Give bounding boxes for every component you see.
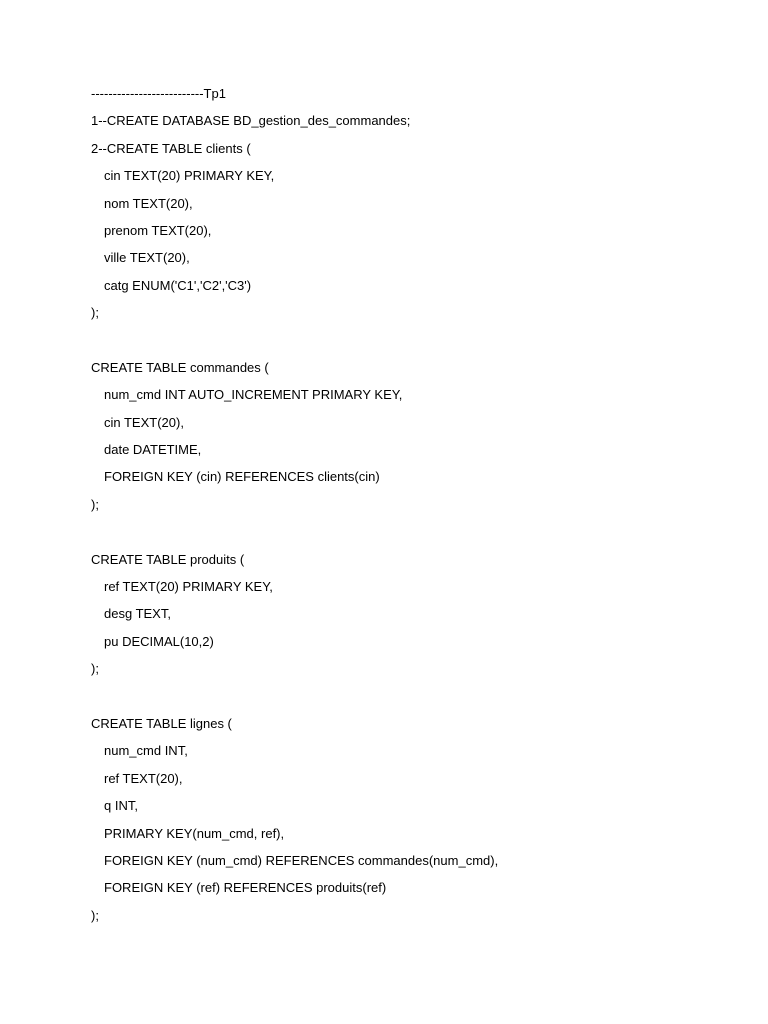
code-line: date DATETIME, [104, 442, 202, 458]
code-line: ); [91, 661, 99, 677]
code-line: catg ENUM('C1','C2','C3') [104, 277, 252, 293]
create-table-produits-line: CREATE TABLE produits ( [91, 551, 245, 567]
blank-line [91, 687, 731, 714]
code-line: ref TEXT(20) PRIMARY KEY, [104, 579, 273, 595]
code-line: desg TEXT, [104, 606, 171, 622]
blank-line [91, 331, 731, 358]
code-line: ); [91, 907, 99, 923]
code-line: FOREIGN KEY (ref) REFERENCES produits(ref) [104, 880, 387, 896]
code-line: ref TEXT(20), [104, 770, 183, 786]
create-database-line: 1--CREATE DATABASE BD_gestion_des_commandes; [91, 113, 411, 129]
code-line: FOREIGN KEY (cin) REFERENCES clients(cin) [104, 469, 380, 485]
blank-line [91, 522, 731, 549]
code-line: prenom TEXT(20), [104, 222, 212, 238]
create-table-commandes-line: CREATE TABLE commandes ( [91, 359, 269, 375]
code-line: q INT, [104, 798, 138, 814]
code-line: pu DECIMAL(10,2) [104, 633, 214, 649]
code-line: ); [91, 305, 99, 321]
code-line: cin TEXT(20) PRIMARY KEY, [104, 168, 275, 184]
code-line: cin TEXT(20), [104, 414, 184, 430]
code-line: num_cmd INT, [104, 743, 188, 759]
create-table-lignes-line: CREATE TABLE lignes ( [91, 715, 232, 731]
code-line: ); [91, 496, 99, 512]
code-line: ville TEXT(20), [104, 250, 190, 266]
create-table-clients-line: 2--CREATE TABLE clients ( [91, 140, 251, 156]
code-line: num_cmd INT AUTO_INCREMENT PRIMARY KEY, [104, 387, 403, 403]
code-line: FOREIGN KEY (num_cmd) REFERENCES commandes(num_cmd), [104, 852, 499, 868]
code-line: PRIMARY KEY(num_cmd, ref), [104, 825, 285, 841]
code-line: nom TEXT(20), [104, 195, 193, 211]
document-body [91, 84, 731, 933]
doc-title-line: --------------------------Tp1 [91, 86, 226, 101]
